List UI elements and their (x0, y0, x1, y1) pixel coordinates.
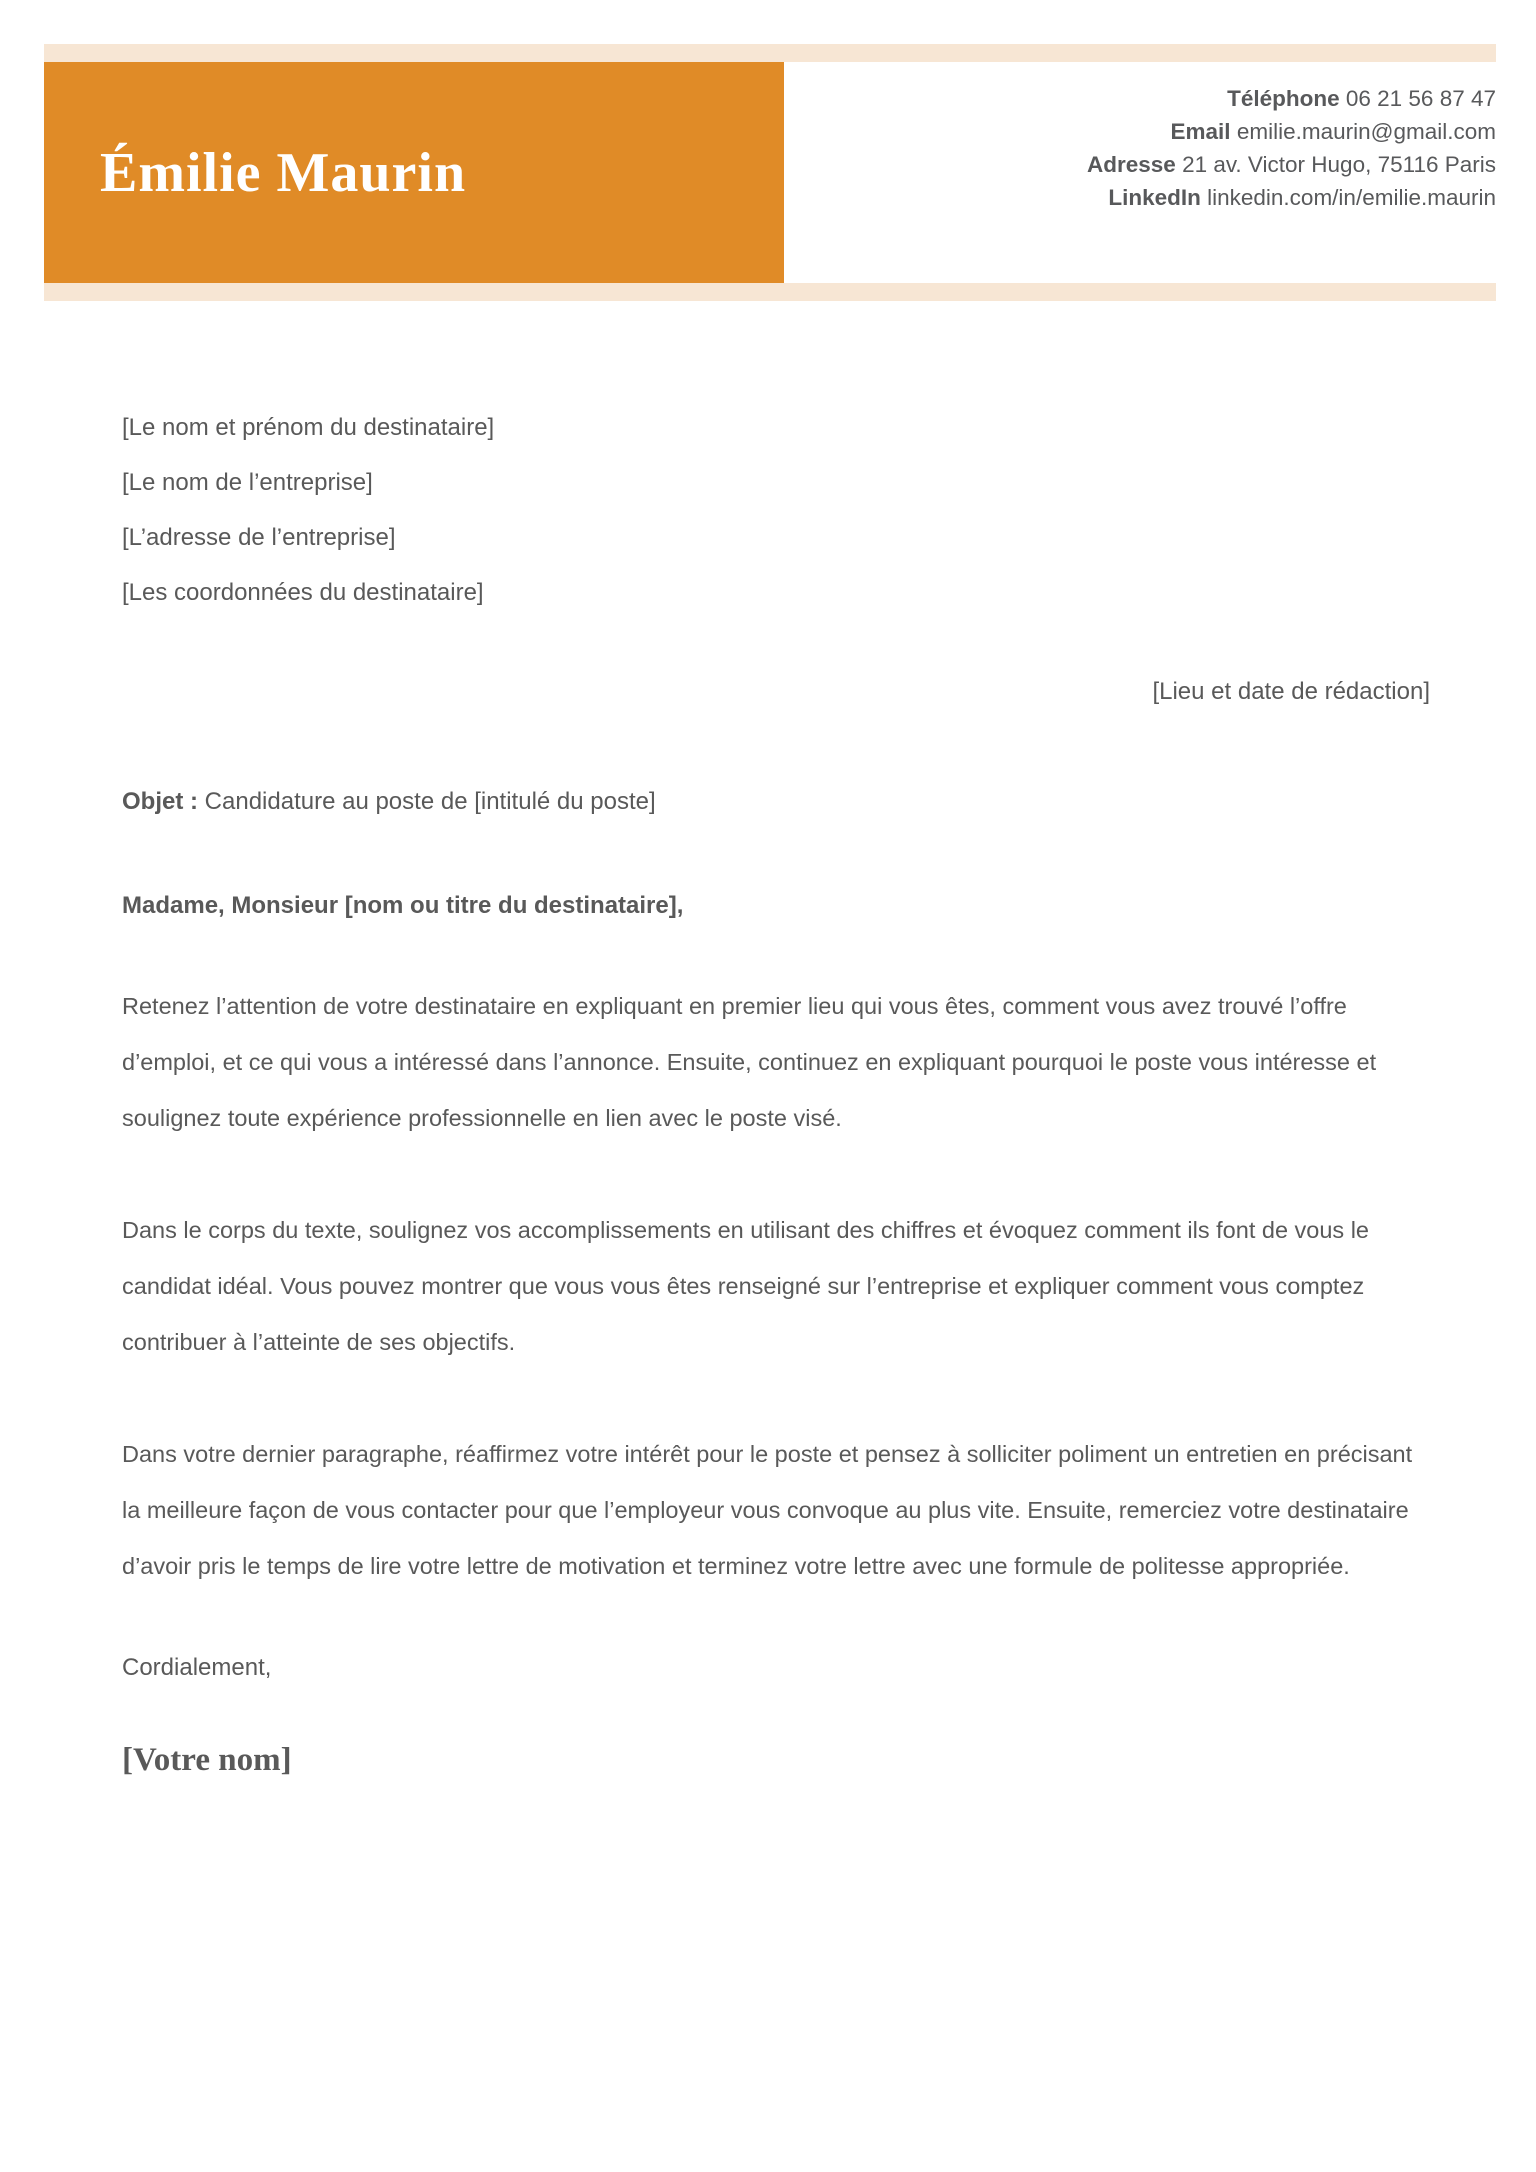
body-paragraph-2: Dans le corps du texte, soulignez vos accomplissements en utilisant des chiffres et évoquez comment ils font de vous le candidat idéal. Vous pouvez montrer que vous vous êtes renseigné sur l’entreprise et expliquer comment vous comptez contribuer à l’atteinte de ses objectifs. (122, 1217, 1370, 1355)
header-band-bottom (44, 283, 1496, 301)
body-paragraph-3: Dans votre dernier paragraphe, réaffirmez votre intérêt pour le poste et pensez à solliciter poliment un entretien en précisant la meilleure façon de vous contacter pour que l’employeur vous convoque au plus vite. Ensuite, remerciez votre destinataire d’avoir pris le temps de lire votre lettre de motivation et terminez votre lettre avec une formule de politesse appropriée. (122, 1441, 1413, 1579)
contact-row-linkedin (796, 181, 1496, 214)
dateline: [Lieu et date de rédaction] (1152, 678, 1430, 705)
candidate-name: Émilie Maurin (100, 141, 467, 204)
recipient-block (122, 400, 1430, 620)
subject-line (122, 786, 1430, 818)
recipient-line-company: [Le nom de l’entreprise] (122, 469, 373, 496)
contact-label-adresse: Adresse (1086, 152, 1176, 177)
salutation: Madame, Monsieur [nom ou titre du destinataire], (122, 892, 684, 919)
subject-label: Objet : (122, 788, 198, 815)
contact-label-telephone: Téléphone (1227, 86, 1340, 111)
contact-block (796, 82, 1496, 214)
contact-value-email: emilie.maurin@gmail.com (1236, 119, 1496, 144)
contact-value-linkedin: linkedin.com/in/emilie.maurin (1207, 185, 1496, 210)
signature-name: [Votre nom] (122, 1742, 292, 1778)
contact-value-adresse: 21 av. Victor Hugo, 75116 Paris (1182, 152, 1496, 177)
letter-header (0, 0, 1536, 300)
contact-row-adresse (796, 148, 1496, 181)
contact-row-email (796, 115, 1496, 148)
header-band-top (44, 44, 1496, 62)
contact-label-linkedin: LinkedIn (1108, 185, 1201, 210)
subject-value: Candidature au poste de [intitulé du poste] (204, 788, 656, 815)
contact-label-email: Email (1170, 119, 1231, 144)
recipient-line-address: [L’adresse de l’entreprise] (122, 524, 396, 551)
closing-formula: Cordialement, (122, 1654, 272, 1681)
body-paragraph-1: Retenez l’attention de votre destinataire en expliquant en premier lieu qui vous êtes, comment vous avez trouvé l’offre d’emploi, et ce qui vous a intéressé dans l’annonce. Ensuite, continuez en expliquant pourquoi le poste vous intéresse et soulignez toute expérience professionnelle en lien avec le poste visé. (122, 993, 1377, 1131)
name-banner (44, 62, 784, 283)
recipient-line-details: [Les coordonnées du destinataire] (122, 579, 484, 606)
letter-body (122, 400, 1430, 1780)
contact-row-telephone (796, 82, 1496, 115)
recipient-line-name: [Le nom et prénom du destinataire] (122, 414, 495, 441)
contact-value-telephone: 06 21 56 87 47 (1345, 86, 1496, 111)
